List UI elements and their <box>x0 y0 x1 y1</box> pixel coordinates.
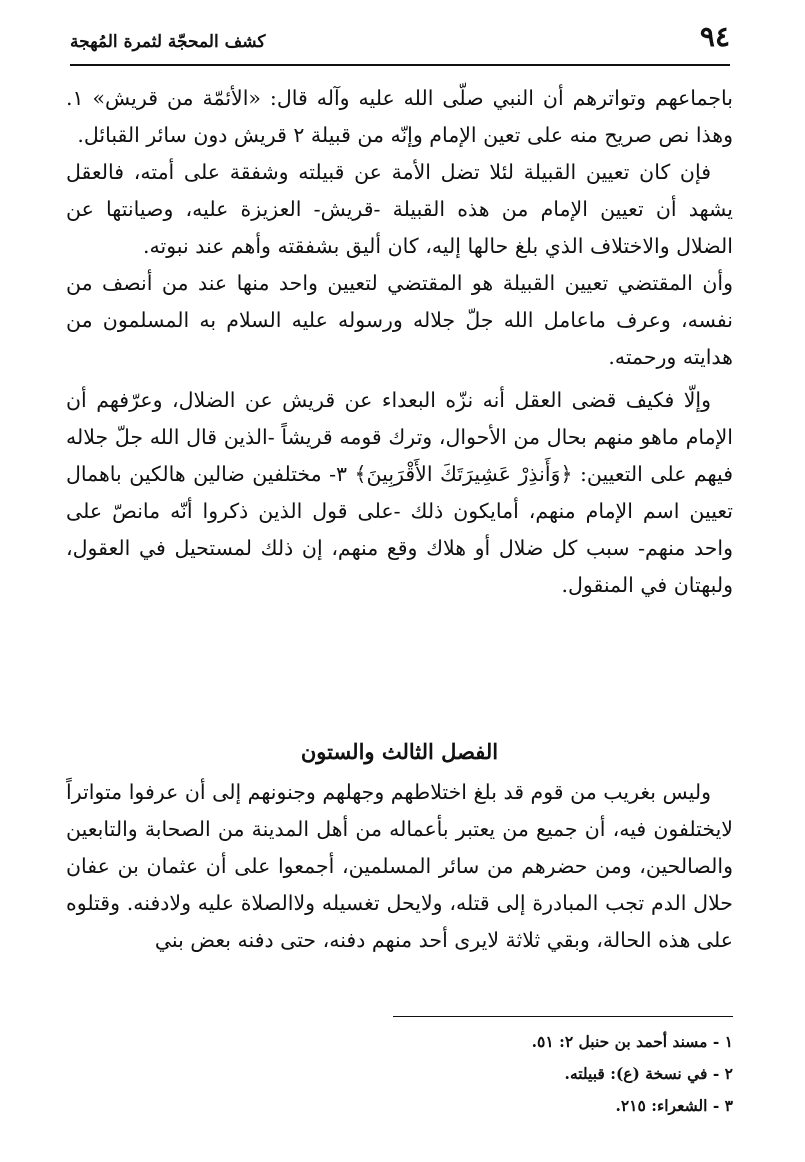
chapter-heading: الفصل الثالث والستون <box>300 739 499 764</box>
main-text <box>66 80 733 604</box>
footnote: ١ - مسند أحمد بن حنبل ٢: ٥١. <box>531 1032 733 1051</box>
footnote-rule <box>393 1016 733 1017</box>
paragraph: باجماعهم وتواترهم أن النبي صلّى الله عليه وآله قال: «الأئمّة من قريش» ١. وهذا نص صريح منه على تعين الإمام وإنّه من قبيلة ٢ قريش دون سائر القبائل. <box>66 86 733 147</box>
footnote: ٢ - في نسخة (ع): قبيلته. <box>564 1064 733 1083</box>
page-header <box>70 18 730 58</box>
chapter-text <box>66 774 733 959</box>
paragraph: وليس بغريب من قوم قد بلغ اختلاطهم وجهلهم وجنونهم إلى أن عرفوا متواتراً لايختلفون فيه، أن جميع من يعتبر بأعماله من أهل المدينة من الصحابة والتابعين والصالحين، ومن حضرهم من سائر المسلمين، أجمعوا على أن عثمان بن عفان حلال الدم تجب المبادرة إلى قتله، ولايحل تغسيله ولاالصلاة عليه ولادفنه. وقتلوه على هذه الحالة، وبقي ثلاثة لايرى أحد منهم دفنه، حتى دفنه بعض بني <box>66 780 733 952</box>
running-title: كشف المحجّة لثمرة المُهجة <box>70 32 266 52</box>
footnotes <box>66 1026 733 1122</box>
paragraph: وإلّا فكيف قضى العقل أنه نزّه البعداء عن قريش عن الضلال، وعرّفهم أن الإمام ماهو منهم بحال من الأحوال، وترك قومه قريشاً -الذين قال الله جلّ جلاله فيهم على التعيين: ﴿وَأَنذِرْ عَشِيرَتَكَ الأَقْرَبِينَ﴾ ٣- مختلفين ضالين هالكين باهمال تعيين اسم الإمام منهم، أمايكون ذلك -على قول الذين ذكروا أنّه مانصّ على واحد منهم- سبب كل ضلال أو هلاك وقع منهم، إن ذلك لمستحيل في العقول، ولبهتان في المنقول. <box>66 388 733 597</box>
footnote: ٣ - الشعراء: ٢١٥. <box>615 1096 733 1115</box>
page-number: ٩٤ <box>699 20 730 53</box>
paragraph: وأن المقتضي تعيين القبيلة هو المقتضي لتعيين واحد منها عند من أنصف من نفسه، وعرف ماعامل الله جلّ جلاله ورسوله عليه السلام به المسلمون من هدايته ورحمته. <box>66 271 733 369</box>
header-rule <box>70 64 730 66</box>
paragraph: فإن كان تعيين القبيلة لئلا تضل الأمة عن قبيلته وشفقة على أمته، فالعقل يشهد أن تعيين الإمام من هذه القبيلة -قريش- العزيزة عليه، وصيانتها عن الضلال والاختلاف الذي بلغ حالها إليه، كان أليق بشفقته وأهم عند نبوته. <box>66 160 733 258</box>
